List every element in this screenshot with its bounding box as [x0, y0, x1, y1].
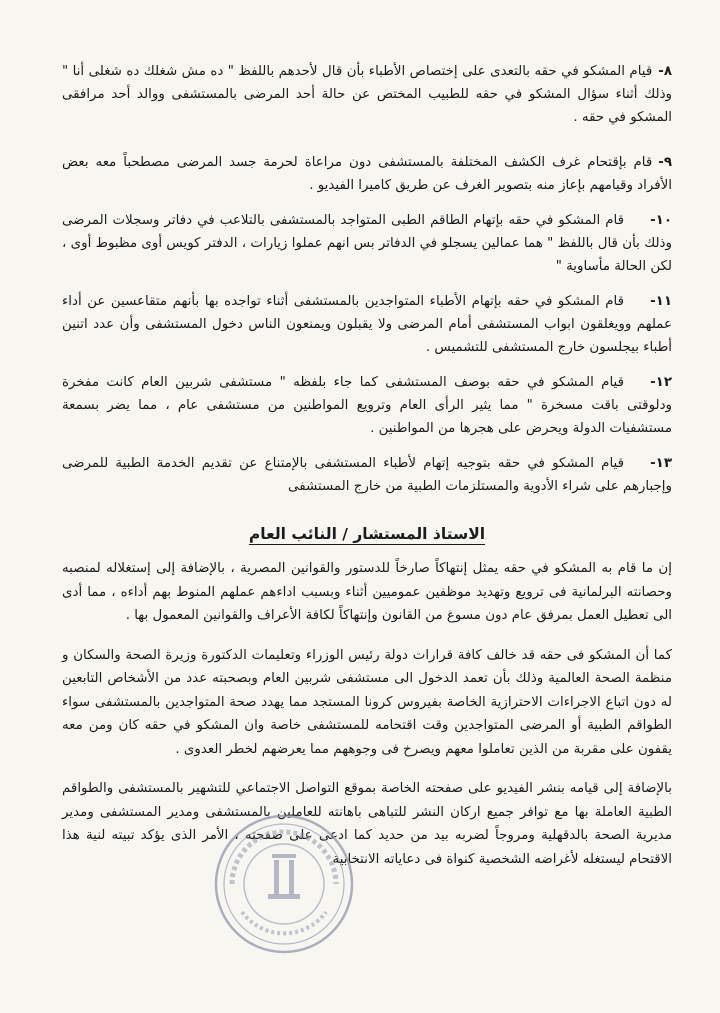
paragraph: إن ما قام به المشكو في حقه يمثل إنتهاكاً صارخاً للدستور والقوانين المصرية ، بالإضافة إلى إستغلاله لمنصبه وحصانته البرلمانية فى ترويع وتهديد موظفين عموميين أثناء وبسبب اداءهم عملهم المنوط بهم أداءه ، مما أدى الى تعطيل العمل بمرفق عام دون مسوغ من القانون وإنتهاكاً لكافة الأعراف والقوانين المعمول بها .: [62, 561, 672, 623]
list-item: [62, 209, 672, 278]
item-number: ٩-: [658, 155, 672, 170]
list-item: [62, 151, 672, 197]
list-item: [62, 452, 672, 498]
item-number: ١٠-: [650, 213, 672, 228]
section-heading: الاستاذ المستشار / النائب العام: [248, 525, 486, 543]
official-seal: [212, 812, 357, 957]
item-text: قام المشكو في حقه بإتهام الأطباء المتواجدين بالمستشفى أثناء تواجده بها بأنهم متقاعسين عن أداء عملهم وويغلقون ابواب المستشفى أمام المرضى ولا يقبلون ويمنعون الناس دخول المستشفى وأن عدد اتنين أطباء بيجلسون خارج المستشفى للتشميس .: [62, 294, 672, 355]
item-text: قيام المشكو في حقه بوصف المستشفى كما جاء بلفظه " مستشفى شربين العام كانت مفخرة ودلوقتى باقت مسخرة " مما يثير الرأى العام وترويع المواطنين من مستشفى عام ، مما يضر بسمعة مستشفيات الدولة ويحرض على هجرها من المواطنين .: [62, 375, 672, 436]
list-item: [62, 60, 672, 129]
list-item: [62, 371, 672, 440]
item-number: ١٣-: [650, 456, 672, 471]
item-number: ٨-: [658, 64, 672, 79]
item-number: ١١-: [650, 294, 672, 309]
item-text: قام بإقتحام غرف الكشف المختلفة بالمستشفى دون مراعاة لحرمة جسد المرضى مصطحباً معه بعض الأفراد وقيامهم بإعاز منه بتصوير الغرف عن طريق كاميرا الفيديو .: [62, 155, 672, 193]
item-text: قيام المشكو في حقه بتوجيه إتهام لأطباء المستشفى بالإمتناع عن تقديم الخدمة الطبية للمرضى وإجبارهم على شراء الأدوية والمستلزمات الطبية من خارج المستشفى: [62, 456, 672, 494]
list-item: [62, 290, 672, 359]
paragraph: كما أن المشكو فى حقه قد خالف كافة قرارات دولة رئيس الوزراء وتعليمات الدكتورة وزيرة الصحة والسكان و منظمة الصحة العالمية وذلك بأن تعمد الدخول الى مستشفى شربين العام وبصحبته عدد من الأشخاص التابعين له دون اتباع الاجراءات الاحترازية الخاصة بفيروس كرونا المستجد مما يهدد صحة المتواجدين بالمستشفى سواء الطواقم الطبية أو المرضى المتواجدين وقت اقتحامه للمستشفى خاصة وان المشكو في حقه كان ومن معه يقفون على مقربة من الذين تعاملوا معهم ويصرخ فى وجوههم مما يعرضهم لخطر العدوى .: [62, 647, 672, 757]
section-heading-wrap: [62, 524, 672, 543]
item-text: قام المشكو في حقه بإتهام الطاقم الطبى المتواجد بالمستشفى بالتلاعب في دفاتر وسجلات المرضى وذلك بأن قال باللفظ " هما عمالين يسجلو في الدفاتر بس انهم عملوا زيارات ، الدفتر كويس أوى مظبوط أوى ، لكن الحالة مأساوية ": [62, 213, 672, 274]
item-number: ١٢-: [650, 375, 672, 390]
paragraph: بالإضافة إلى قيامه بنشر الفيديو على صفحته الخاصة بموقع التواصل الاجتماعي للتشهير بالمستشفى والطواقم الطبية العاملة بها مع توافر جميع اركان النشر للتباهى باهانته للعاملين بالمستشفى ومدير المستشفى ومدير مديرية الصحة بالدقهلية ومروجاً لضربه بيد من حديد كما ادعى على صفحته ، الأمر الذى يؤكد تبيته لنية هذا الاقتحام ليستغله لأغراضه الشخصية كنواة فى دعاياته الانتخابية: [62, 781, 672, 867]
item-text: قيام المشكو في حقه بالتعدى على إختصاص الأطباء بأن قال لأحدهم باللفظ " ده مش شغلك ده شغلى أنا " وذلك أثناء سؤال المشكو في حقه للطبيب المختص عن حالة أحد المرضى بالمستشفى ووالد أحد مرافقى المشكو في حقه .: [62, 64, 672, 125]
